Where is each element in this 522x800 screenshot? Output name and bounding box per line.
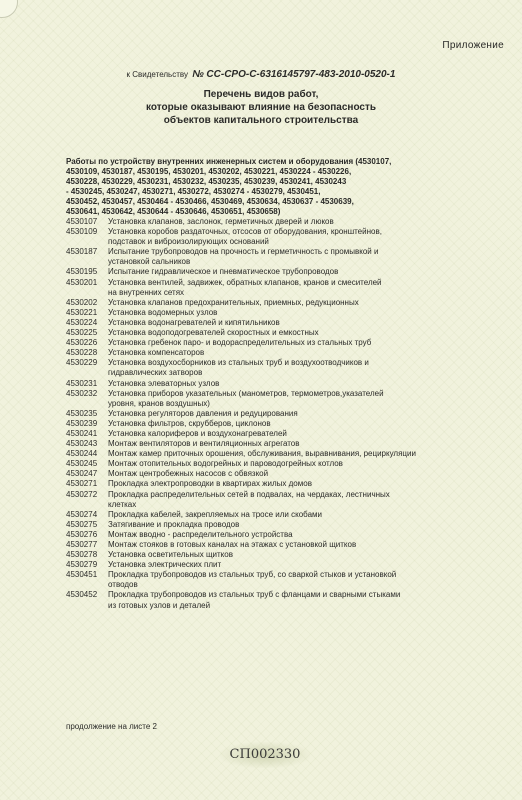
description-line: Установка клапанов предохранительных, приемных, редукционных (108, 297, 359, 307)
work-description (108, 469, 486, 479)
work-code: 4530187 (66, 247, 98, 257)
description-line: Установка клапанов, заслонок, герметичных дверей и люков (108, 217, 334, 226)
work-code: 4530195 (66, 267, 98, 277)
list-item (66, 358, 486, 378)
document-title (0, 88, 522, 127)
list-item (66, 328, 486, 338)
list-item (66, 379, 486, 389)
work-code: 4530272 (66, 489, 98, 499)
work-description (108, 449, 486, 459)
appendix-label: Приложение (442, 40, 504, 51)
description-line: Установка вентилей, задвижек, обратных клапанов, кранов и смесителей (108, 277, 382, 287)
work-code: 4530452 (66, 590, 98, 600)
work-code: 4530224 (66, 317, 98, 327)
description-line: гидравлических затворов (108, 368, 203, 378)
description-line: Установка электрических плит (108, 560, 222, 570)
certificate-number: № СС-СРО-С-6316145797-483-2010-0520-1 (192, 69, 396, 80)
description-line: установкой сальников (108, 257, 191, 267)
description-line: Установка фильтров, скрубберов, циклонов (108, 418, 271, 428)
list-item (66, 469, 486, 479)
list-item (66, 338, 486, 348)
work-description (108, 278, 486, 298)
description-line: отводов (108, 580, 138, 590)
work-description (108, 298, 486, 308)
serial-stamp: СП002330 (220, 742, 310, 768)
description-line: Установка приборов указательных (манометров, термометров,указателей (108, 388, 384, 398)
work-description (108, 490, 486, 510)
description-line: на внутренних сетях (108, 287, 185, 297)
group-heading-line: Работы по устройству внутренних инженерных систем и оборудования (4530107, (66, 157, 392, 166)
list-item (66, 510, 486, 520)
group-heading-line: - 4530245, 4530247, 4530271, 4530272, 4530274 - 4530279, 4530451, (66, 187, 321, 196)
work-description (108, 540, 486, 550)
list-item (66, 550, 486, 560)
work-description (108, 227, 486, 247)
title-line: которые оказывают влияние на безопасность (145, 102, 377, 113)
list-item (66, 479, 486, 489)
work-description (108, 510, 486, 520)
title-line: объектов капитального строительства (163, 115, 359, 126)
description-line: подставок и виброизолирующих оснований (108, 237, 269, 247)
list-item (66, 298, 486, 308)
work-code: 4530247 (66, 469, 98, 479)
work-description (108, 308, 486, 318)
group-heading-line: 4530641, 4530642, 4530644 - 4530646, 4530651, 4530658) (66, 207, 281, 216)
work-code: 4530109 (66, 227, 98, 237)
list-item (66, 227, 486, 247)
work-description (108, 560, 486, 570)
certificate-prefix: к Свидетельству (126, 70, 188, 79)
work-code: 4530201 (66, 277, 98, 287)
list-item (66, 389, 486, 409)
description-line: Установка водоподогревателей скоростных и емкостных (108, 328, 319, 338)
work-description (108, 338, 486, 348)
list-item (66, 409, 486, 419)
work-code: 4530225 (66, 328, 98, 338)
work-code: 4530107 (66, 217, 98, 226)
work-description (108, 590, 486, 610)
work-code: 4530239 (66, 418, 98, 428)
list-item (66, 560, 486, 570)
description-line: Монтаж вентиляторов и вентиляционных агрегатов (108, 439, 300, 449)
description-line: Установка осветительных щитков (108, 550, 233, 560)
work-description (108, 439, 486, 449)
description-line: Монтаж камер приточных орошения, обслуживания, выравнивания, рециркуляции (108, 449, 416, 459)
list-item (66, 247, 486, 267)
work-code: 4530231 (66, 378, 98, 388)
work-code: 4530244 (66, 449, 98, 459)
work-code: 4530451 (66, 570, 98, 580)
description-line: Прокладка электропроводки в квартирах жилых домов (108, 479, 312, 489)
list-item (66, 570, 486, 590)
work-code: 4530243 (66, 439, 98, 449)
work-code: 4530274 (66, 509, 98, 519)
work-description (108, 247, 486, 267)
list-item (66, 308, 486, 318)
list-item (66, 459, 486, 469)
work-code: 4530202 (66, 297, 98, 307)
description-line: Установка коробов раздаточных, отсосов от оборудования, кронштейнов, (108, 227, 382, 237)
work-description (108, 550, 486, 560)
list-item (66, 520, 486, 530)
description-line: Установка водонагревателей и кипятильников (108, 317, 280, 327)
work-code: 4530276 (66, 529, 98, 539)
list-item (66, 590, 486, 610)
description-line: из готовых узлов и деталей (108, 600, 211, 610)
description-line: Испытание трубопроводов на прочность и герметичность с промывкой и (108, 247, 379, 257)
description-line: Монтаж отопительных водогрейных и пароводогрейных котлов (108, 459, 343, 469)
description-line: Затягивание и прокладка проводов (108, 519, 240, 529)
description-line: Монтаж центробежных насосов с обвязкой (108, 469, 269, 479)
description-line: Установка водомерных узлов (108, 307, 218, 317)
description-line: Установка регуляторов давления и редуцирования (108, 408, 298, 418)
page-corner-punch (0, 0, 18, 18)
work-description (108, 348, 486, 358)
description-line: Установка калориферов и воздухонагревателей (108, 428, 287, 438)
description-line: Монтаж вводно - распределительного устройства (108, 529, 293, 539)
work-code: 4530277 (66, 540, 98, 549)
work-group-heading (66, 157, 466, 217)
list-item (66, 490, 486, 510)
work-code: 4530221 (66, 307, 98, 317)
list-item (66, 217, 486, 227)
list-item (66, 439, 486, 449)
certificate-reference (0, 69, 522, 80)
description-line: Прокладка трубопроводов из стальных труб с фланцами и сварными стыками (108, 590, 401, 600)
description-line: Монтаж стояков в готовых каналах на этажах с установкой щитков (108, 540, 357, 549)
work-code: 4530241 (66, 428, 98, 438)
work-code: 4530232 (66, 388, 98, 398)
work-description (108, 530, 486, 540)
list-item (66, 429, 486, 439)
work-description (108, 379, 486, 389)
list-item (66, 540, 486, 550)
description-line: Прокладка распределительных сетей в подвалах, на чердаках, лестничных (108, 489, 390, 499)
work-description (108, 409, 486, 419)
work-code: 4530228 (66, 348, 98, 358)
work-description (108, 570, 486, 590)
description-line: Установка компенсаторов (108, 348, 205, 358)
work-description (108, 520, 486, 530)
work-description (108, 479, 486, 489)
work-code: 4530271 (66, 479, 98, 489)
list-item (66, 267, 486, 277)
group-heading-line: 4530109, 4530187, 4530195, 4530201, 4530202, 4530221, 4530224 - 4530226, (66, 167, 352, 176)
description-line: Установка гребенок паро- и водораспределительных из стальных труб (108, 338, 372, 348)
description-line: Установка элеваторных узлов (108, 378, 220, 388)
work-code: 4530275 (66, 519, 98, 529)
description-line: Прокладка трубопроводов из стальных труб, со сваркой стыков и установкой (108, 570, 397, 580)
list-item (66, 318, 486, 328)
description-line: Испытание гидравлическое и пневматическое трубопроводов (108, 267, 339, 277)
work-description (108, 318, 486, 328)
work-code: 4530278 (66, 550, 98, 560)
list-item (66, 530, 486, 540)
work-types-list (66, 217, 486, 611)
work-code: 4530279 (66, 560, 98, 570)
description-line: Прокладка кабелей, закрепляемых на тросе или скобами (108, 509, 322, 519)
continuation-note: продолжение на листе 2 (66, 722, 157, 731)
group-heading-line: 4530452, 4530457, 4530464 - 4530466, 4530469, 4530634, 4530637 - 4530639, (66, 197, 354, 206)
work-description (108, 328, 486, 338)
work-description (108, 217, 486, 227)
work-description (108, 429, 486, 439)
work-code: 4530229 (66, 358, 98, 368)
work-description (108, 459, 486, 469)
title-line: Перечень видов работ, (203, 89, 319, 100)
work-code: 4530245 (66, 459, 98, 469)
description-line: Установка воздухосборников из стальных труб и воздухоотводчиков и (108, 358, 369, 368)
work-description (108, 389, 486, 409)
list-item (66, 278, 486, 298)
work-description (108, 419, 486, 429)
work-description (108, 358, 486, 378)
group-heading-line: 4530228, 4530229, 4530231, 4530232, 4530235, 4530239, 4530241, 4530243 (66, 177, 347, 186)
list-item (66, 449, 486, 459)
list-item (66, 348, 486, 358)
work-code: 4530235 (66, 408, 98, 418)
description-line: уровня, кранов воздушных) (108, 398, 210, 408)
list-item (66, 419, 486, 429)
work-description (108, 267, 486, 277)
work-code: 4530226 (66, 338, 98, 348)
description-line: клетках (108, 499, 137, 509)
